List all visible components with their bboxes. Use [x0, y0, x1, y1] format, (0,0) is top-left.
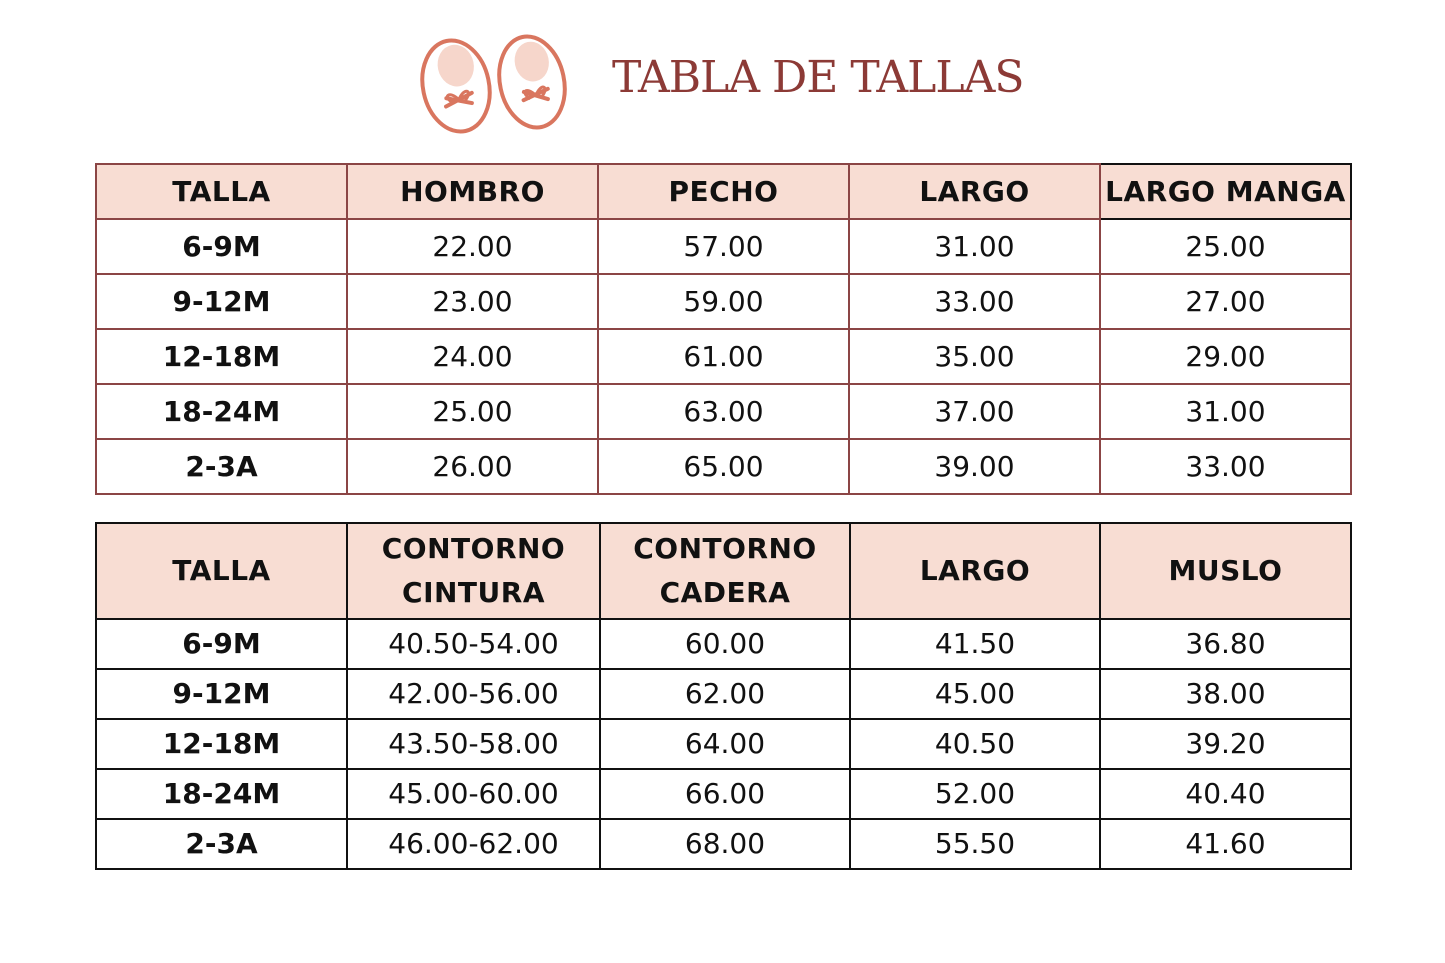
hombro-cell: 25.00: [347, 384, 598, 439]
muslo-cell: 41.60: [1100, 819, 1351, 869]
table-row: [96, 219, 1351, 274]
table-row: [96, 274, 1351, 329]
table-header-row: [96, 164, 1351, 219]
muslo-cell: 40.40: [1100, 769, 1351, 819]
hombro-cell: 24.00: [347, 329, 598, 384]
pecho-cell: 63.00: [598, 384, 849, 439]
column-header-line: LARGO: [919, 554, 1031, 587]
cintura-cell: 42.00-56.00: [347, 669, 600, 719]
column-header-hombro: HOMBRO: [347, 164, 598, 219]
table-row: [96, 439, 1351, 494]
largo-manga-cell: 25.00: [1100, 219, 1351, 274]
table-header-row: [96, 523, 1351, 619]
largo-cell: 41.50: [850, 619, 1100, 669]
table-row: [96, 669, 1351, 719]
size-cell: 12-18M: [96, 329, 347, 384]
cadera-cell: 68.00: [600, 819, 850, 869]
muslo-cell: 39.20: [1100, 719, 1351, 769]
largo-manga-cell: 31.00: [1100, 384, 1351, 439]
pecho-cell: 61.00: [598, 329, 849, 384]
hombro-cell: 22.00: [347, 219, 598, 274]
column-header-contorno-cadera: [600, 523, 850, 619]
largo-cell: 52.00: [850, 769, 1100, 819]
pecho-cell: 59.00: [598, 274, 849, 329]
size-cell: 6-9M: [96, 219, 347, 274]
cadera-cell: 60.00: [600, 619, 850, 669]
column-header-line: CADERA: [659, 576, 791, 609]
pecho-cell: 57.00: [598, 219, 849, 274]
largo-cell: 40.50: [850, 719, 1100, 769]
largo-cell: 39.00: [849, 439, 1100, 494]
largo-cell: 31.00: [849, 219, 1100, 274]
column-header-line: CONTORNO: [381, 532, 566, 565]
hombro-cell: 26.00: [347, 439, 598, 494]
column-header-talla: TALLA: [96, 164, 347, 219]
cintura-cell: 45.00-60.00: [347, 769, 600, 819]
size-cell: 9-12M: [96, 669, 347, 719]
cadera-cell: 62.00: [600, 669, 850, 719]
largo-cell: 45.00: [850, 669, 1100, 719]
size-cell: 9-12M: [96, 274, 347, 329]
pecho-cell: 65.00: [598, 439, 849, 494]
table-row: [96, 769, 1351, 819]
cintura-cell: 40.50-54.00: [347, 619, 600, 669]
column-header-contorno-cintura: [347, 523, 600, 619]
table-row: [96, 719, 1351, 769]
hombro-cell: 23.00: [347, 274, 598, 329]
column-header-pecho: PECHO: [598, 164, 849, 219]
size-cell: 2-3A: [96, 819, 347, 869]
largo-manga-cell: 27.00: [1100, 274, 1351, 329]
column-header-talla: [96, 523, 347, 619]
largo-cell: 33.00: [849, 274, 1100, 329]
largo-cell: 37.00: [849, 384, 1100, 439]
size-table-bottom: [95, 522, 1352, 870]
largo-cell: 35.00: [849, 329, 1100, 384]
largo-manga-cell: 33.00: [1100, 439, 1351, 494]
muslo-cell: 38.00: [1100, 669, 1351, 719]
size-cell: 18-24M: [96, 384, 347, 439]
column-header-line: CINTURA: [402, 576, 545, 609]
table-row: [96, 329, 1351, 384]
cadera-cell: 64.00: [600, 719, 850, 769]
column-header-muslo: [1100, 523, 1351, 619]
column-header-largo: LARGO: [849, 164, 1100, 219]
muslo-cell: 36.80: [1100, 619, 1351, 669]
column-header-line: CONTORNO: [633, 532, 817, 565]
page-title: TABLA DE TALLAS: [612, 52, 1024, 103]
column-header-line: TALLA: [172, 554, 271, 587]
table-row: [96, 819, 1351, 869]
largo-cell: 55.50: [850, 819, 1100, 869]
cintura-cell: 46.00-62.00: [347, 819, 600, 869]
size-cell: 6-9M: [96, 619, 347, 669]
table-row: [96, 619, 1351, 669]
largo-manga-cell: 29.00: [1100, 329, 1351, 384]
column-header-largo: [850, 523, 1100, 619]
size-cell: 12-18M: [96, 719, 347, 769]
baby-shoes-icon: [412, 24, 582, 140]
column-header-line: MUSLO: [1168, 554, 1283, 587]
size-table-top: [95, 163, 1352, 495]
table-row: [96, 384, 1351, 439]
cadera-cell: 66.00: [600, 769, 850, 819]
column-header-largo-manga: LARGO MANGA: [1100, 164, 1351, 219]
cintura-cell: 43.50-58.00: [347, 719, 600, 769]
size-cell: 18-24M: [96, 769, 347, 819]
size-cell: 2-3A: [96, 439, 347, 494]
